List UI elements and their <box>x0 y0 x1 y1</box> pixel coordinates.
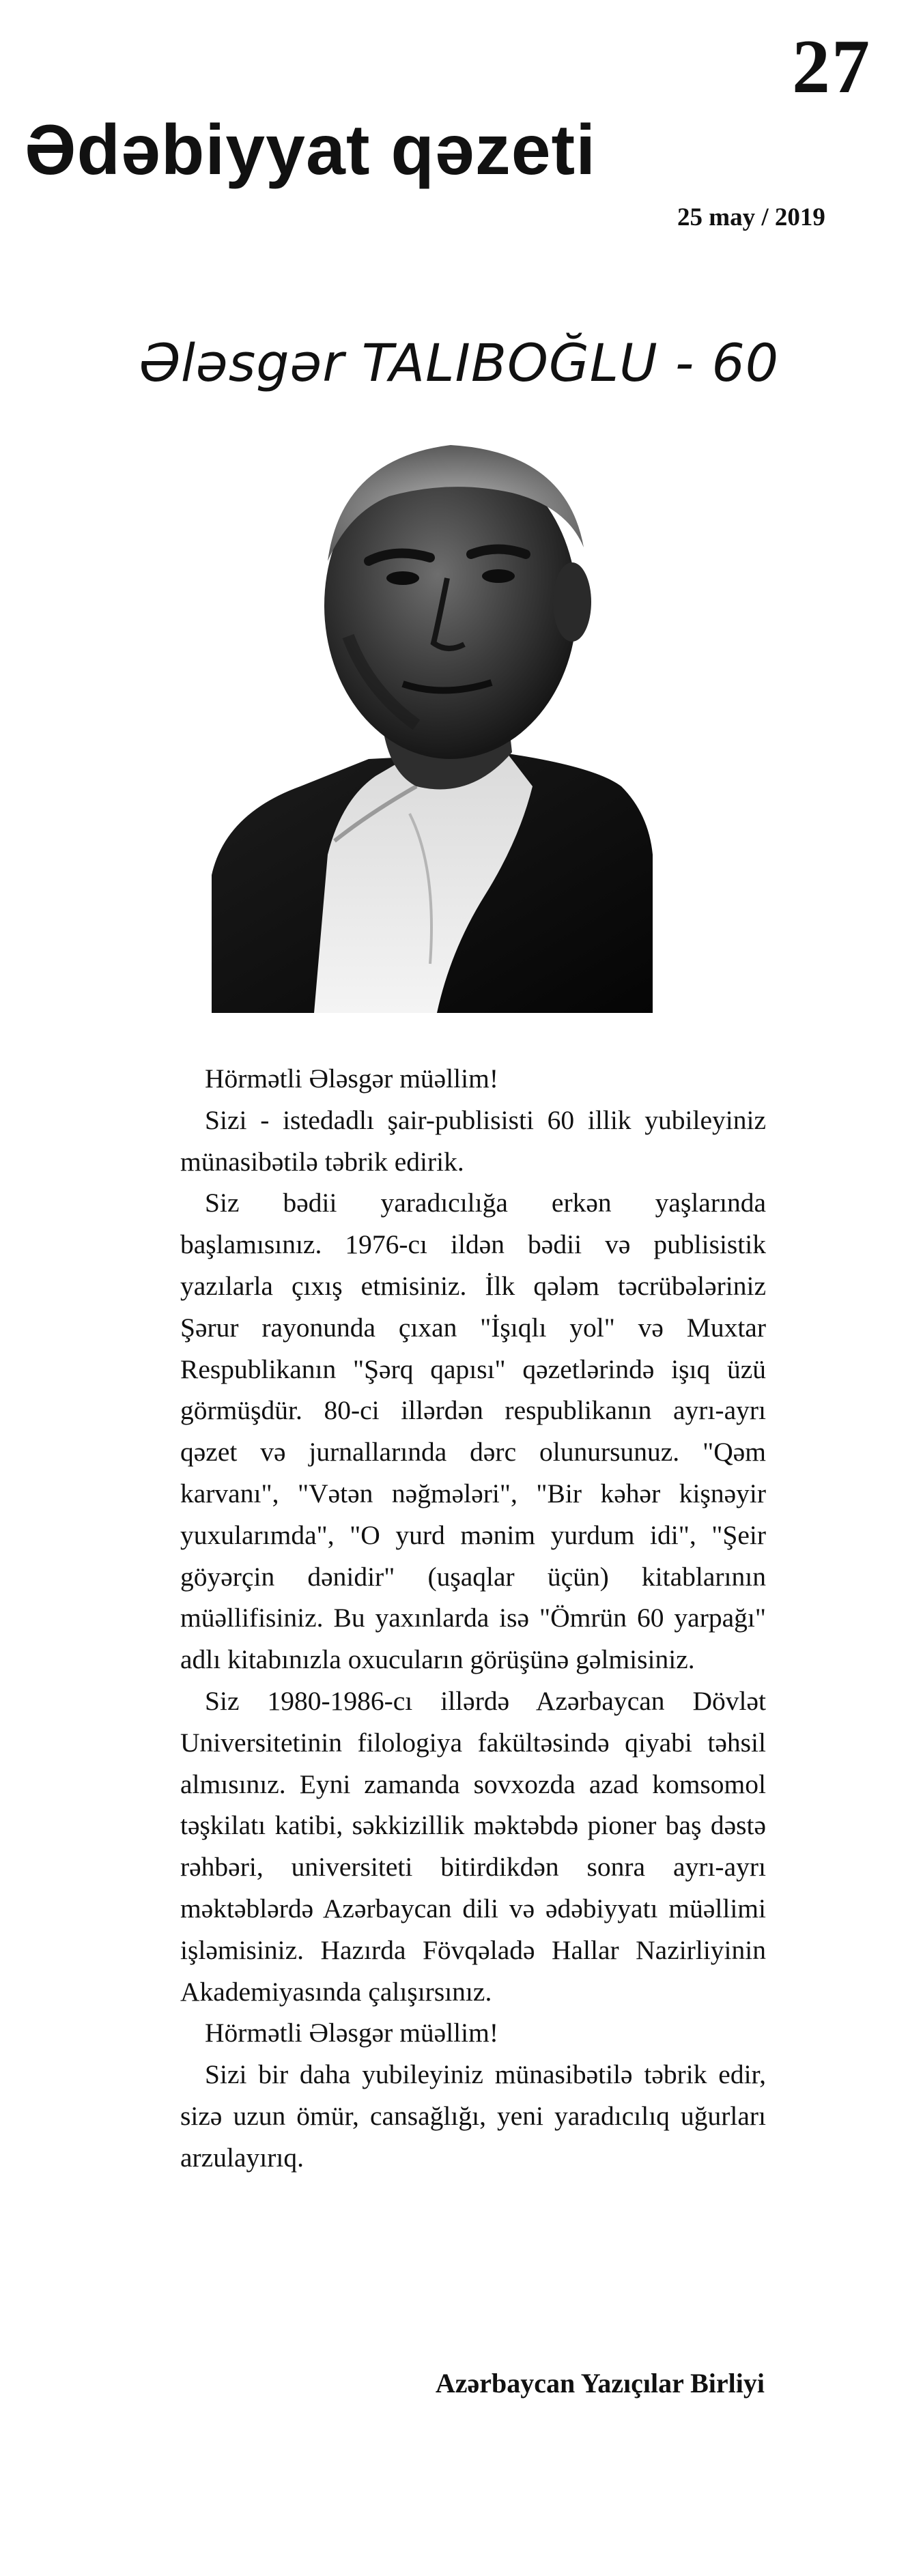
author-portrait-photo <box>212 431 653 1013</box>
closing-greeting-paragraph: Hörmətli Ələsgər müəllim! <box>205 2018 499 2048</box>
greeting-paragraph: Hörmətli Ələsgər müəllim! <box>205 1063 499 1093</box>
creative-career-paragraph: Siz bədii yaradıcılığa erkən yaşlarında başlamısınız. 1976-cı ildən bədii və publisistik yazılarla çıxış etmisiniz. İlk qələm təcrübələriniz Şərur rayonunda çıxan "İşıqlı yol" və Muxtar Respublikanın "Şərq qapısı" qəzetlərində işıq üzü görmüşdür. 80-ci illərdən respublikanın ayrı-ayrı qəzet və jurnallarında dərc olunursunuz. "Qəm karvanı", "Vətən nəğmələri", "Bir kəhər kişnəyir yuxularımda", "O yurd mənim yurdum idi", "Şeir göyərçin dənidir" (uşaqlar üçün) kitablarının müəllifisiniz. Bu yaxınlarda isə "Ömrün 60 yarpağı" adlı kitabınızla oxucuların görüşünə gəlmisiniz. <box>180 1188 766 1675</box>
education-work-paragraph: Siz 1980-1986-cı illərdə Azərbaycan Dövlət Universitetinin filologiya fakültəsində qiyabi təhsil almısınız. Eyni zamanda sovxozda azad komsomol təşkilatı katibi, səkkizillik məktəbdə pioner baş dəstə rəhbəri, universiteti bitirdikdən sonra ayrı-ayrı məktəblərdə Azərbaycan dili və ədəbiyyatı müəllimi işləmisiniz. Hazırda Fövqəladə Hallar Nazirliyinin Akademiyasında çalışırsınız. <box>180 1685 766 2007</box>
article-body <box>180 1058 766 2179</box>
article-title: Ələsgər TALIBOĞLU - 60 <box>139 332 780 393</box>
closing-wishes-paragraph: Sizi bir daha yubileyiniz münasibətilə təbrik edir, sizə uzun ömür, cansağlığı, yeni yaradıcılıq uğurları arzulayırıq. <box>180 2059 766 2173</box>
congratulation-paragraph: Sizi - istedadlı şair-publisisti 60 illik yubileyiniz münasibətilə təbrik edirik. <box>180 1104 766 1177</box>
newspaper-title: Ədəbiyyat qəzeti <box>25 111 597 190</box>
page-number: 27 <box>792 25 871 109</box>
signature: Azərbaycan Yazıçılar Birliyi <box>435 2368 765 2399</box>
issue-date: 25 may / 2019 <box>677 203 825 231</box>
